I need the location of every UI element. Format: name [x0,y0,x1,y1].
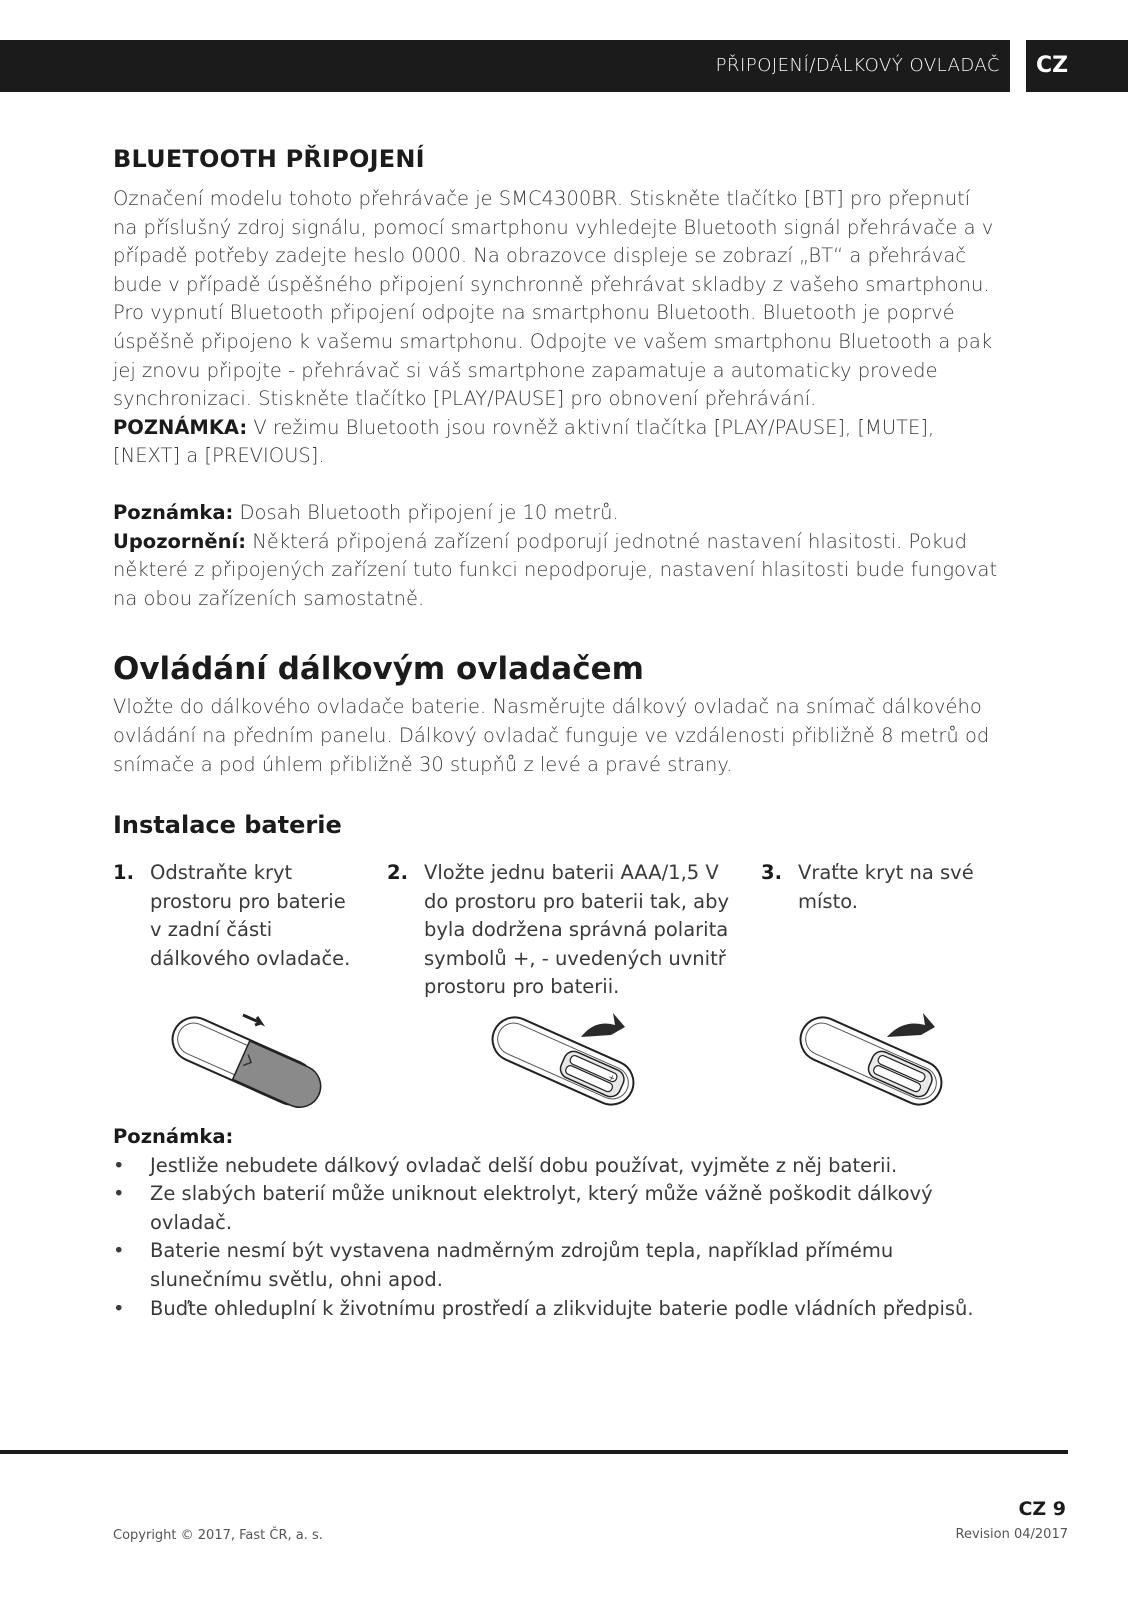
step-text: Odstraňte kryt prostoru pro baterie v zadní části dálkového ovladače. [150,861,351,970]
step-number: 1. [113,861,134,885]
list-item: • Baterie nesmí být vystavena nadměrným zdrojům tepla, například přímému slunečnímu světlu, ohni apod. [113,1237,998,1294]
bluetooth-paragraph: Označení modelu tohoto přehrávače je SMC4300BR. Stiskněte tlačítko [BT] pro přepnutí na příslušný zdroj signálu, pomocí smartphonu vyhledejte Bluetooth signál přehrávače a v případě potřeby zadejte heslo 0000. Na obrazovce displeje se zobrazí „BT“ a přehrávač bude v případě úspěšného připojení synchronně přehrávat skladby z vašeho smartphonu. Pro vypnutí Bluetooth připojení odpojte na smartphonu Bluetooth. Bluetooth je poprvé úspěšně připojeno k vašemu smartphonu. Odpojte ve vašem smartphonu Bluetooth a pak jej znovu připojte - přehrávač si váš smartphone zapamatuje a automaticky provede synchronizaci. Stiskněte tlačítko [PLAY/PAUSE] pro obnovení přehrávání. [113,187,994,411]
footer-divider [0,1450,1068,1454]
step-text: Vložte jednu baterii AAA/1,5 V do prostoru pro baterii tak, aby byla dodržena správná polarita symbolů +, - uvedených uvnitř prostoru pro baterii. [424,861,729,999]
bluetooth-note-label: POZNÁMKA: [113,415,248,439]
remote-cover-removal-illustration [163,1009,323,1114]
copyright: Copyright © 2017, Fast ČR, a. s. [113,1528,323,1543]
page-content [113,145,998,1323]
battery-steps [113,859,998,999]
battery-notes-heading [113,1123,998,1152]
battery-heading: Instalace baterie [113,811,342,840]
bluetooth-note-text: V režimu Bluetooth jsou rovněž aktivní tlačítka [PLAY/PAUSE], [MUTE], [NEXT] a [PREVIOUS]. [113,415,935,468]
battery-illustrations [113,1009,998,1119]
battery-notes-label: Poznámka: [113,1125,234,1149]
remote-heading: Ovládání dálkovým ovladačem [113,651,644,688]
header-title: PŘIPOJENÍ/DÁLKOVÝ OVLADAČ [715,55,1000,76]
step-text: Vraťte kryt na své místo. [798,861,974,913]
step-number: 3. [761,861,782,885]
list-item: • Buďte ohleduplní k životnímu prostředí a zlikvidujte baterie podle vládních předpisů. [113,1295,998,1324]
language-label: CZ [1036,53,1069,78]
language-badge [1026,40,1128,92]
header-bar [0,40,1010,92]
bluetooth-heading: BLUETOOTH PŘIPOJENÍ [113,145,425,173]
bluetooth-note [113,414,998,471]
battery-notes-list [113,1152,998,1324]
revision: Revision 04/2017 [955,1527,1068,1542]
remote-paragraph: Vložte do dálkového ovladače baterie. Nasměrujte dálkový ovladač na snímač dálkového ovládání na předním panelu. Dálkový ovladač funguje ve vzdálenosti přibližně 8 metrů od snímače a pod úhlem přibližně 30 stupňů z levé a pravé strany. [113,695,990,776]
svg-text:+: + [606,1072,617,1084]
volume-warning-label: Upozornění: [113,529,247,553]
volume-warning [113,528,998,614]
list-item: • Jestliže nebudete dálkový ovladač delší dobu používat, vyjměte z něj baterii. [113,1152,998,1181]
battery-insert-illustration [483,1009,643,1114]
page-number: CZ 9 [1018,1498,1066,1520]
range-note-text: Dosah Bluetooth připojení je 10 metrů. [233,500,619,524]
range-note [113,499,998,528]
cover-replace-illustration [791,1009,951,1114]
range-note-label: Poznámka: [113,500,234,524]
list-item: • Ze slabých baterií může uniknout elektrolyt, který může vážně poškodit dálkový ovladač. [113,1180,998,1237]
step-number: 2. [387,861,408,885]
volume-warning-text: Některá připojená zařízení podporují jednotné nastavení hlasitosti. Pokud některé z připojených zařízení tuto funkci nepodporuje, nastavení hlasitosti bude fungovat na obou zařízeních samostatně. [113,529,998,610]
